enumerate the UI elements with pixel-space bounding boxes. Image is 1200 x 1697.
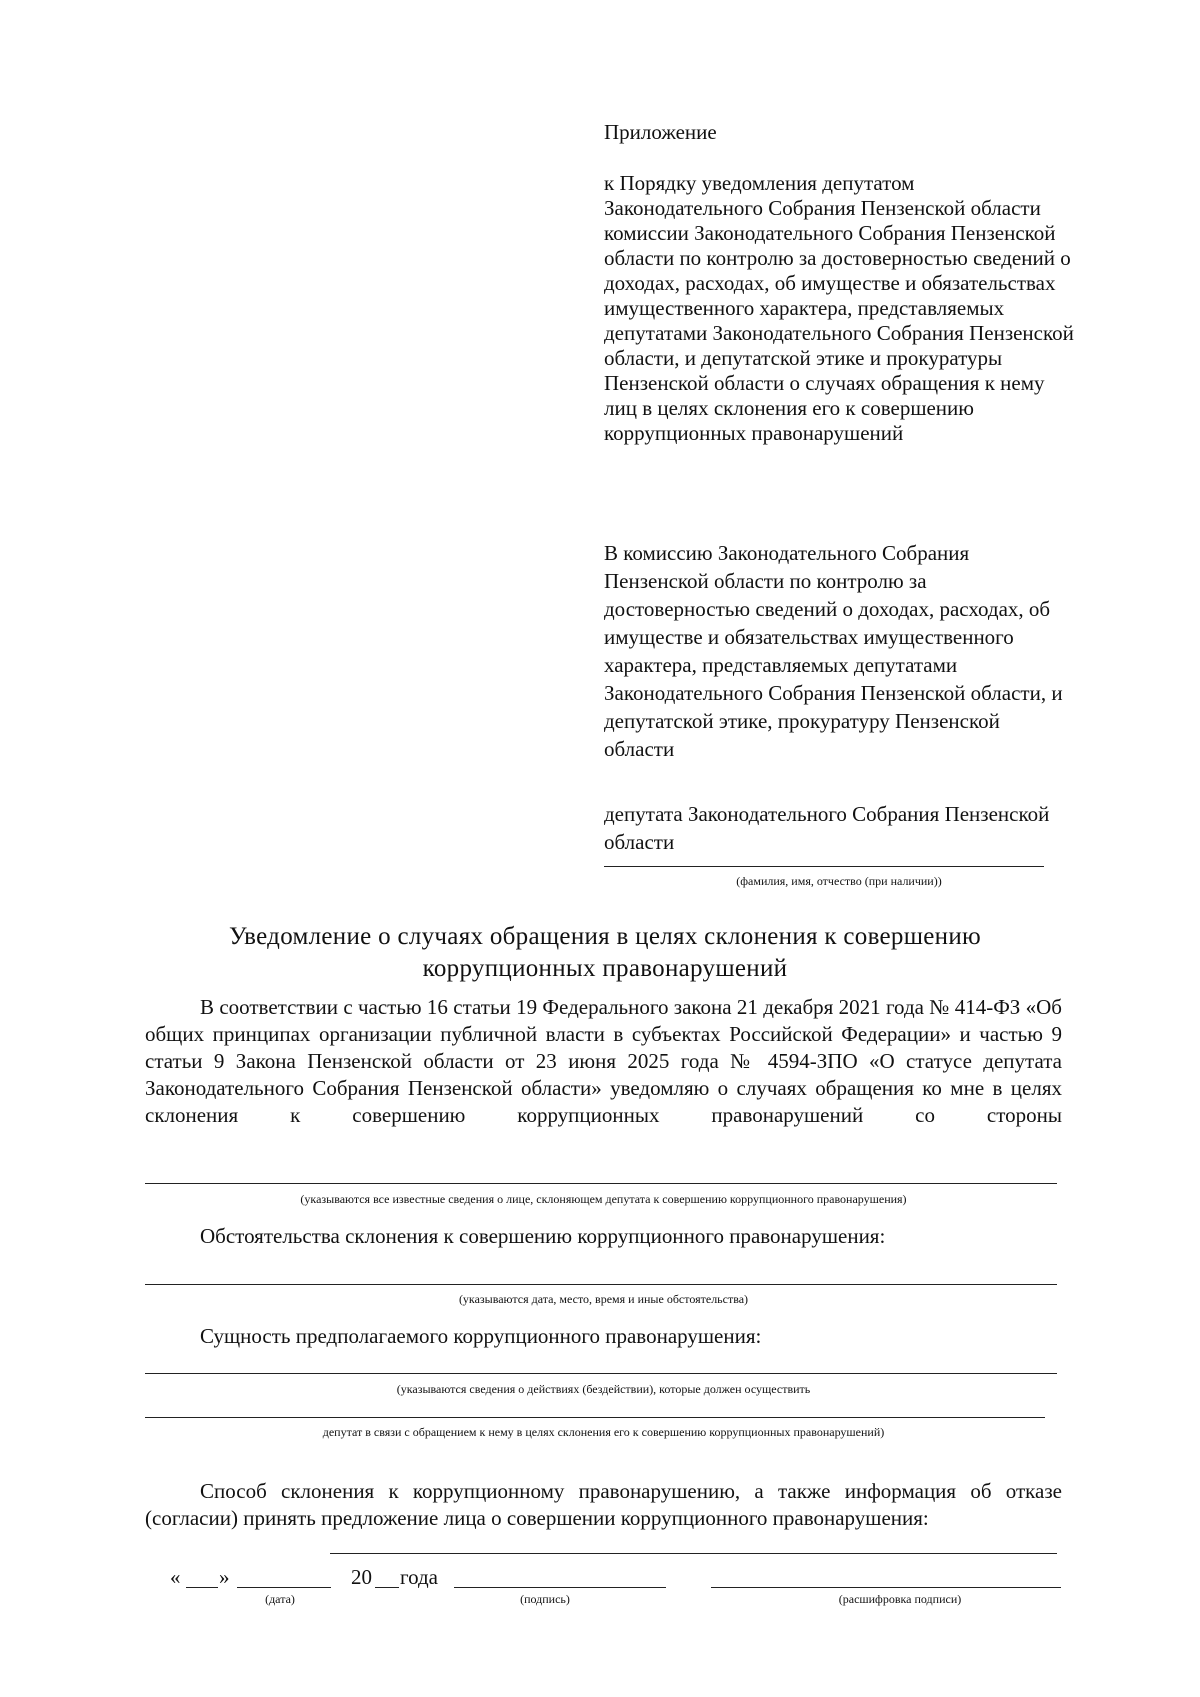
appendix-title: Приложение <box>604 120 717 144</box>
essence-line-1[interactable] <box>145 1373 1057 1374</box>
year-prefix: 20 <box>351 1565 372 1589</box>
circumstances-heading: Обстоятельства склонения к совершению коррупционного правонарушения: <box>200 1224 886 1248</box>
method-paragraph: Способ склонения к коррупционному правонарушению, а также информация об отказе (согласии) принять предложение лица о совершении коррупционного правонарушения: <box>145 1479 1062 1530</box>
sender-label: депутата Законодательного Собрания Пензенской области <box>604 802 1050 854</box>
essence-caption-1: (указываются сведения о действиях (бездействии), которые должен осуществить <box>396 1382 811 1396</box>
sender-name-caption: (фамилия, имя, отчество (при наличии)) <box>736 874 942 888</box>
month-line[interactable] <box>237 1587 331 1588</box>
sender-name-line[interactable] <box>604 866 1044 867</box>
year-line[interactable] <box>375 1587 399 1588</box>
year-suffix: года <box>400 1565 438 1589</box>
date-caption: (дата) <box>265 1592 295 1606</box>
intro-paragraph: В соответствии с частью 16 статьи 19 Федерального закона 21 декабря 2021 года № 414-ФЗ «Об общих принципах организации публичной власти в субъектах Российской Федерации» и частью 9 статьи 9 Закона Пензенской области от 23 июня 2025 года № 4594-ЗПО «О статусе депутата Законодательного Собрания Пензенской области» уведомляю о случаях обращения ко мне в целях склонения к совершению коррупционных правонарушений со стороны <box>145 995 1062 1127</box>
method-line[interactable] <box>330 1553 1057 1554</box>
signature-caption: (подпись) <box>520 1592 570 1606</box>
essence-line-2[interactable] <box>145 1417 1045 1418</box>
decoding-caption: (расшифровка подписи) <box>838 1592 962 1606</box>
essence-heading: Сущность предполагаемого коррупционного правонарушения: <box>200 1324 762 1348</box>
signature-line[interactable] <box>454 1587 666 1588</box>
decoding-line[interactable] <box>711 1587 1061 1588</box>
circumstances-caption: (указываются дата, место, время и иные обстоятельства) <box>458 1292 749 1306</box>
date-open-quote: « <box>170 1565 181 1589</box>
essence-caption-2: депутат в связи с обращением к нему в целях склонения его к совершению коррупционных правонарушений) <box>322 1425 885 1439</box>
date-close-quote: » <box>219 1565 230 1589</box>
appendix-description: к Порядку уведомления депутатом Законодательного Собрания Пензенской области комиссии Законодательного Собрания Пензенской области по контролю за достоверностью сведений о доходах, расходах, об имуществе и обязательствах имущественного характера, представляемых депутатами Законодательного Собрания Пензенской области, и депутатской этике и прокуратуры Пензенской области о случаях обращения к нему лиц в целях склонения его к совершению коррупционных правонарушений <box>604 171 1074 445</box>
circumstances-line[interactable] <box>145 1284 1057 1285</box>
person-info-caption: (указываются все известные сведения о лице, склоняющем депутата к совершению коррупционного правонарушения) <box>300 1192 907 1206</box>
addressee-block: В комиссию Законодательного Собрания Пензенской области по контролю за достоверностью сведений о доходах, расходах, об имуществе и обязательствах имущественного характера, представляемых депутатами Законодательного Собрания Пензенской области, и депутатской этике, прокуратуру Пензенской области <box>604 541 1063 761</box>
person-info-line[interactable] <box>145 1183 1057 1184</box>
document-title: Уведомление о случаях обращения в целях склонения к совершению коррупционных правонарушений <box>228 923 982 982</box>
day-line[interactable] <box>186 1587 218 1588</box>
